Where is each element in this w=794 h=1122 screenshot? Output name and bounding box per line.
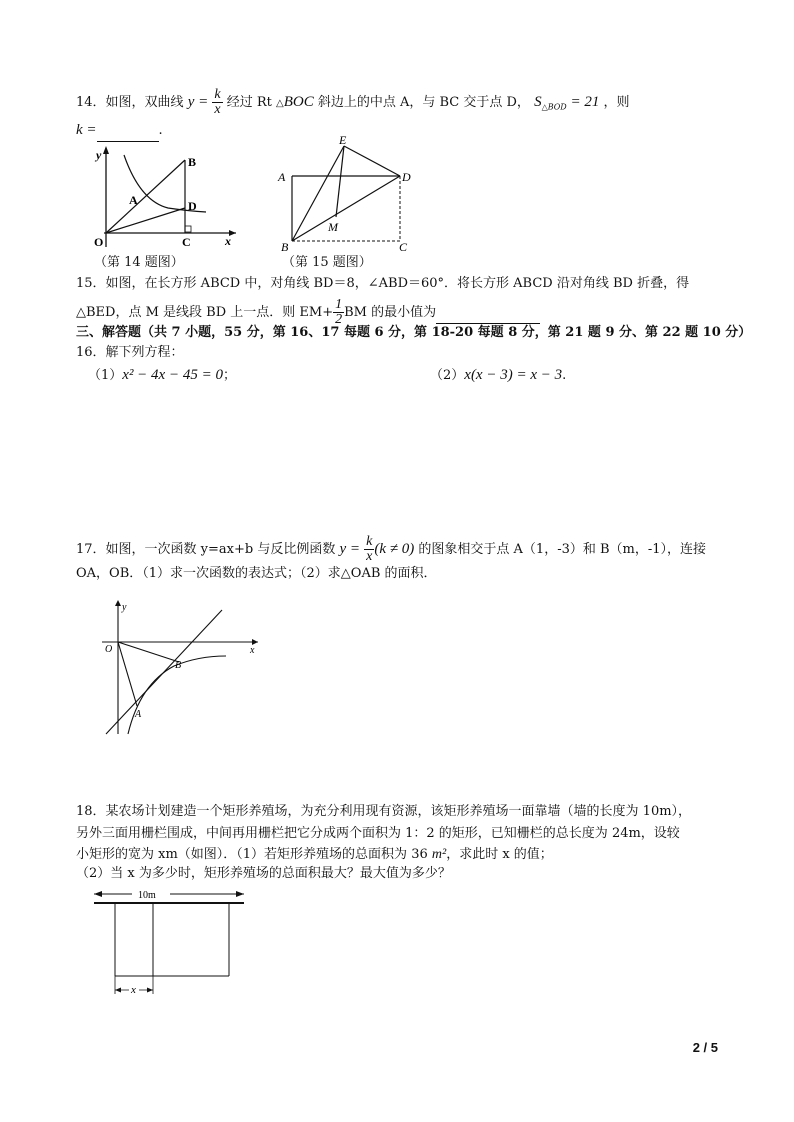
q14-label-y: y xyxy=(96,148,102,162)
q17-figure xyxy=(100,598,260,738)
q17-label-b: B xyxy=(175,660,182,671)
q18-line4: （2）当 x 为多少时，矩形养殖场的总面积最大？最大值为多少？ xyxy=(76,866,451,881)
q14-label-o: O xyxy=(94,235,104,249)
page-number: 2 / 5 xyxy=(692,1040,718,1055)
q18-line1: 18．某农场计划建造一个矩形养殖场，为充分利用现有资源，该矩形养殖场一面靠墙（墙的长度为 10m）， xyxy=(76,804,692,819)
q14-label-x: x xyxy=(225,234,231,248)
q17-line2: OA，OB．（1）求一次函数的表达式；（2）求△OAB 的面积． xyxy=(76,566,437,581)
q15-label-d: D xyxy=(402,170,411,184)
q14-fraction: $\frac{k}{x}$ xyxy=(214,87,221,117)
q17-label-a: A xyxy=(135,709,142,720)
q15-label-a: A xyxy=(278,170,286,184)
q15-line2: △BED，点 M 是线段 BD 上一点．则 EM+ $\frac{1}{2}$ BM 的最小值为 xyxy=(76,298,540,327)
q14-label-b: B xyxy=(188,155,197,169)
q15-fraction: $\frac{1}{2}$ xyxy=(335,297,343,327)
q18-line3: 小矩形的宽为 xm（如图）．（1）若矩形养殖场的总面积为 36 m²，求此时 x 的值； xyxy=(76,847,553,862)
q14-answer-blank[interactable] xyxy=(97,121,159,142)
q14-figure xyxy=(88,143,238,253)
q17-label-y: y xyxy=(122,602,127,613)
q16-line1: 16．解下列方程： xyxy=(76,345,184,360)
q15-label-b: B xyxy=(281,240,289,254)
q15-line1: 15．如图，在长方形 ABCD 中，对角线 BD＝8，∠ABD＝60°．将长方形 ABCD 沿对角线 BD 折叠，得 xyxy=(76,276,690,291)
q14-label-c: C xyxy=(182,235,191,249)
q17-fraction: $\frac{k}{x}$ xyxy=(366,534,373,564)
q14-label-d: D xyxy=(188,199,197,213)
q15-answer-blank[interactable] xyxy=(436,303,540,324)
q15-label-e: E xyxy=(339,134,347,147)
section3-title: 三、解答题（共 7 小题，55 分，第 16、17 每题 6 分，第 18-20 每题 8 分，第 21 题 9 分、第 22 题 10 分） xyxy=(76,325,752,340)
q15-caption: （第 15 题图） xyxy=(282,255,372,270)
q17-line1: 17．如图，一次函数 y=ax+b 与反比例函数 y = $\frac{k}{x}$ (k ≠ 0) 的图象相交于点 A（1，-3）和 B（m，-1），连接 xyxy=(76,534,707,564)
q14-line1: 14．如图，双曲线 y = $\frac{k}{x}$ 经过 Rt △BOC 斜边上的中点 A，与 BC 交于点 D， $S_{\triangle BOD} = 21$ ，则 xyxy=(76,87,630,117)
q18-x-label: x xyxy=(131,984,136,996)
q16-part2: （2）x(x − 3) = x − 3. xyxy=(430,367,567,383)
q14-caption: （第 14 题图） xyxy=(94,255,184,270)
q15-label-c: C xyxy=(399,240,408,254)
q17-label-o: O xyxy=(105,644,113,655)
q18-wall-label: 10m xyxy=(138,890,156,901)
q18-figure xyxy=(92,886,252,996)
q14-label-a: A xyxy=(129,193,138,207)
q16-part1: （1）x² − 4x − 45 = 0； xyxy=(88,367,236,383)
q17-label-x: x xyxy=(250,645,255,656)
q15-figure xyxy=(276,134,416,254)
q14-line2: k = . xyxy=(76,120,163,142)
q15-label-m: M xyxy=(328,220,338,234)
q18-line2: 另外三面用栅栏围成，中间再用栅栏把它分成两个面积为 1：2 的矩形，已知栅栏的总长度为 24m，设较 xyxy=(76,826,680,841)
